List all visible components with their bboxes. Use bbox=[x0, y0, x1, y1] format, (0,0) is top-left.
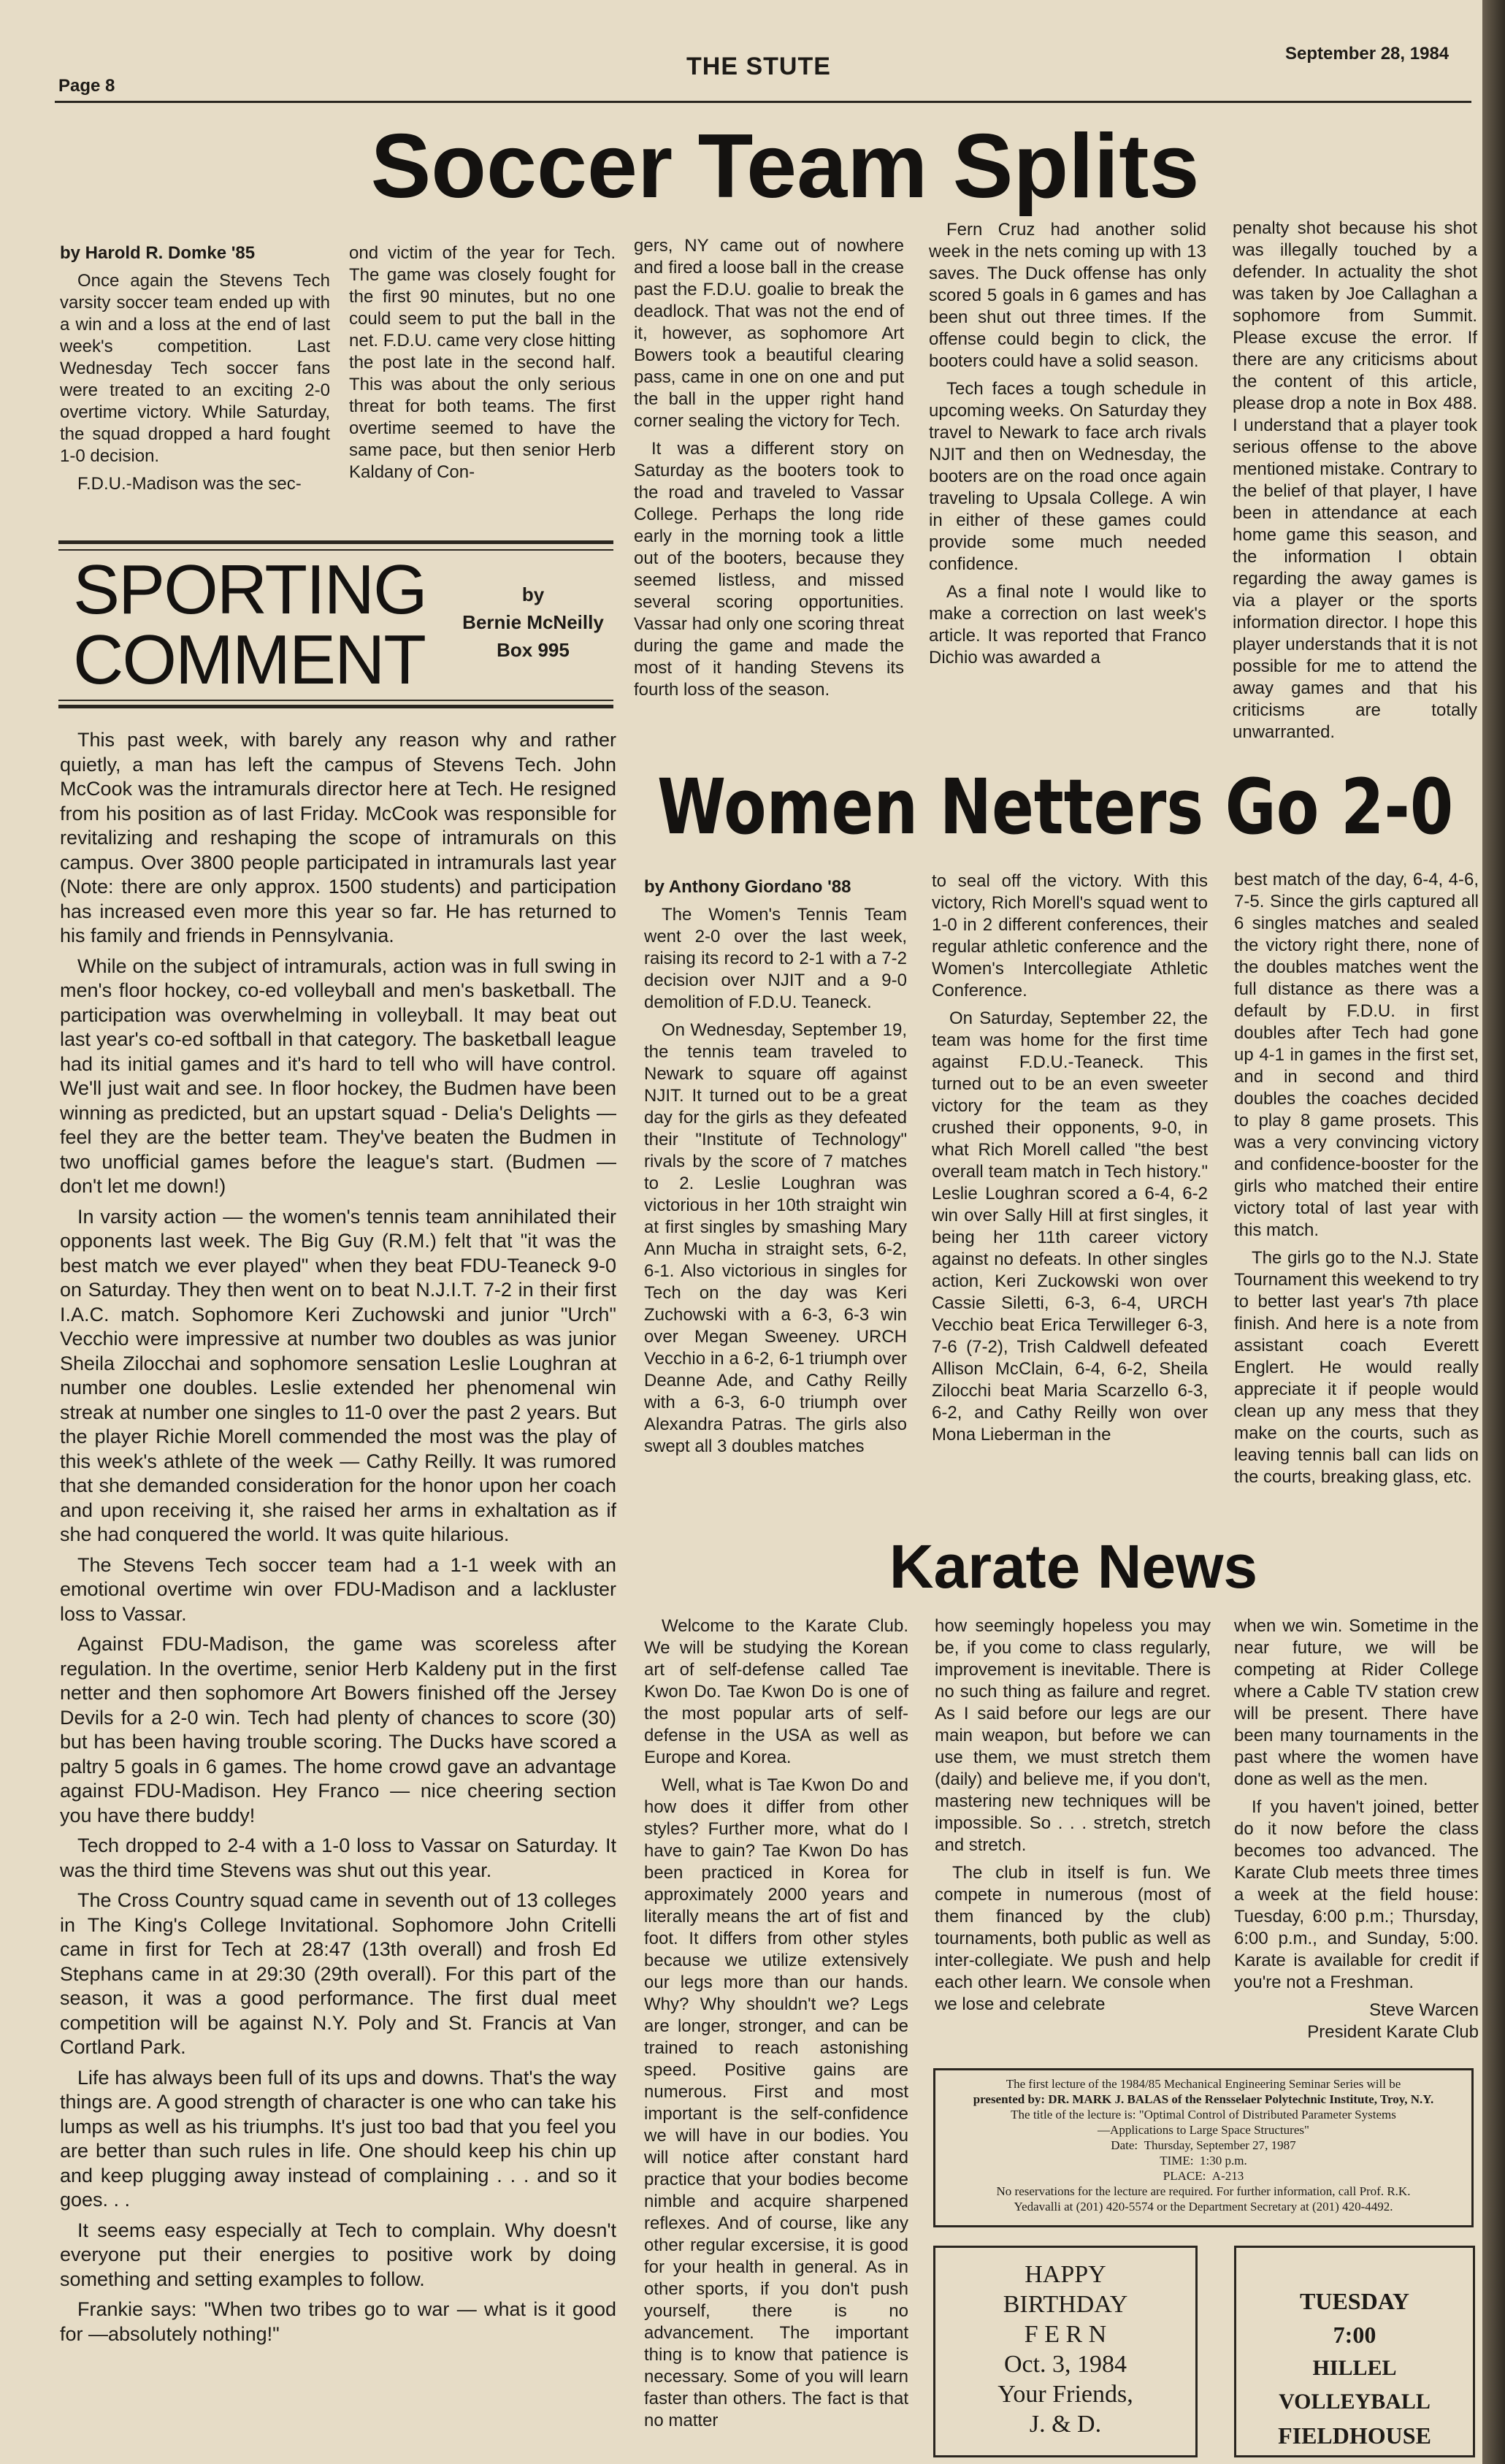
karate-signature-name: Steve Warcen bbox=[1369, 2000, 1479, 2020]
hillel-line: 7:00 bbox=[1333, 2322, 1376, 2348]
soccer-headline: Soccer Team Splits bbox=[370, 116, 1200, 217]
karate-column-3 bbox=[1234, 1615, 1479, 2043]
sporting-paragraph: In varsity action — the women's tennis team annihilated their opponents last week. The Big Guy (R.M.) felt that "it was the best match we ever played" when they beat FDU-Teaneck 9-0 on Saturday. They then went on to beat N.J.I.T. 7-2 in their first I.A.C. match. Sophomore Keri Zuchowski and junior "Urch" Vecchio were impressive at number two doubles as was junior Sheila Zilocchai and sophomore sensation Leslie Loughran at number one doubles. Leslie extended her phenomenal win streak at number one singles to 11-0 over the past 2 years. But the player Richie Morell commended the most was the play of this week's athlete of the week — Cathy Reilly. It was rumored that she demanded consideration for the honor upon her coach and upon receiving it, she raised her arms in exhaltation as if she had conquered the world. It was quite hilarious. bbox=[60, 1205, 616, 1545]
sporting-comment-logo bbox=[73, 551, 453, 699]
lecture-time bbox=[940, 2153, 1467, 2168]
birthday-ad bbox=[933, 2246, 1198, 2457]
lecture-time-label: TIME: bbox=[1160, 2154, 1194, 2168]
women-paragraph: to seal off the victory. With this victory, Rich Morell's squad went to 1-0 in 2 different conferences, their regular athletic conference and the Women's Intercollegiate Athletic Conference. bbox=[932, 871, 1208, 1000]
soccer-column-4 bbox=[929, 219, 1206, 675]
sporting-paragraph: Life has always been full of its ups and downs. That's the way things are. A good strength of character is one who can take his lumps as well as his triumphs. It's just too bad that you feel you are better than such rules in life. One should keep his chin up and keep plugging away instead of complaining . . . and so it goes. . . bbox=[60, 2066, 616, 2211]
lecture-date bbox=[940, 2138, 1467, 2153]
lecture-footer: Yedavalli at (201) 420-5574 or the Department Secretary at (201) 420-4492. bbox=[1014, 2200, 1393, 2214]
soccer-paragraph: As a final note I would like to make a correction on last week's article. It was reported that Franco Dichio was awarded a bbox=[929, 582, 1206, 667]
soccer-column-1 bbox=[60, 242, 330, 501]
hillel-line: HILLEL VOLLEYBALL bbox=[1279, 2356, 1431, 2414]
soccer-paragraph: penalty shot because his shot was illegally touched by a defender. In actuality the shot was taken by Joe Callaghan a sophomore from Summit. Please excuse the error. If there are any criticisms about the content of this article, please drop a note in Box 488. I understand that a player took serious offense to the above mentioned mistake. Contrary to the belief of that player, I have been in attendance at each home game this season, and the information I obtain regarding the away games is via a player or the sports information director. I hope this player understands that it is not possible for me to attend the away games and that his criticisms are totally unwarranted. bbox=[1233, 218, 1477, 742]
sporting-paragraph: Frankie says: "When two tribes go to war — what is it good for —absolutely nothing!" bbox=[60, 2298, 616, 2345]
women-column-2 bbox=[932, 871, 1208, 1452]
birthday-line: F E R N bbox=[1024, 2321, 1107, 2348]
birthday-line: Oct. 3, 1984 bbox=[1003, 2351, 1127, 2378]
sporting-paragraph: Tech dropped to 2-4 with a 1-0 loss to Vassar on Saturday. It was the third time Stevens was shut out this year. bbox=[60, 1834, 616, 1881]
sporting-paragraph: Against FDU-Madison, the game was scoreless after regulation. In the overtime, senior Herb Kaldeny put in the first netter and then sophomore Art Bowers finished off the Jersey Devils for a 2-0 win. Tech had plenty of chances to score (30) but has been having trouble scoring. The Ducks have scored a paltry 5 goals in 6 games. The home crowd gave an advantage against FDU-Madison. Hey Franco — nice cheering section you have there buddy! bbox=[60, 1633, 616, 1826]
sporting-top-rule bbox=[58, 540, 613, 544]
karate-paragraph: when we win. Sometime in the near future, we will be competing at Rider College where a Cable TV station crew will be present. There have been many tournaments in the past where the women have done as well as the men. bbox=[1234, 1616, 1479, 1789]
karate-signature-title: President Karate Club bbox=[1307, 2022, 1479, 2042]
logo-line-1: SPORTING bbox=[73, 551, 426, 629]
women-paragraph: On Saturday, September 22, the team was home for the first time against F.D.U.-Teaneck. This turned out to be an even sweeter victory for the team as they crushed their opponents, 9-0, in what Rich Morell called "the best overall team match in Tech history." Leslie Loughran scored a 6-4, 6-2 win over Sally Hill at first singles, it being her 11th career victory against no defeats. In other singles action, Keri Zuckowski won over Cassie Siletti, 6-3, 6-4, URCH Vecchio beat Erica Terwilleger 6-3, 7-6 (7-2), Trish Caldwell defeated Allison McClain, 6-4, 6-2, Sheila Zilocchi beat Maria Scarzello 6-3, 6-2, and Cathy Reilly won over Mona Lieberman in the bbox=[932, 1009, 1208, 1445]
lecture-notice bbox=[933, 2068, 1474, 2227]
binding-edge bbox=[1482, 0, 1505, 2464]
sporting-author: Bernie McNeilly bbox=[462, 611, 604, 633]
lecture-place-label: PLACE: bbox=[1163, 2169, 1206, 2183]
page-number: Page 8 bbox=[58, 76, 115, 96]
lecture-footer: No reservations for the lecture are required. For further information, call Prof. R.K. bbox=[996, 2184, 1411, 2198]
lecture-line: —Applications to Large Space Structures" bbox=[1098, 2123, 1309, 2137]
women-column-1 bbox=[644, 876, 907, 1464]
karate-paragraph: The club in itself is fun. We compete in numerous (most of them financed by the club) tournaments, both public as well as inter-collegiate. We push and help each other learn. We console when we lose and celebrate bbox=[935, 1863, 1211, 2014]
sporting-box: Box 995 bbox=[497, 639, 570, 661]
soccer-paragraph: Fern Cruz had another solid week in the nets coming up with 13 saves. The Duck offense has only scored 5 goals in 6 games and has been shut out three times. If the offense could begin to click, the booters could have a solid season. bbox=[929, 220, 1206, 371]
lecture-date-value: Thursday, September 27, 1987 bbox=[1144, 2138, 1296, 2152]
lecture-line: The first lecture of the 1984/85 Mechanical Engineering Seminar Series will be bbox=[1006, 2077, 1401, 2091]
birthday-line: BIRTHDAY bbox=[1003, 2291, 1128, 2318]
sporting-paragraph: The Cross Country squad came in seventh out of 13 colleges in The King's College Invitational. Sophomore John Critelli came in first for Tech at 28:47 (13th overall) and frosh Ed Stephans came in at 29:30 (29th overall). For this part of the season, it was a good performance. The first dual meet competition will be against N.Y. Poly and St. Francis at Van Cortland Park. bbox=[60, 1889, 616, 2058]
karate-paragraph: how seemingly hopeless you may be, if you come to class regularly, improvement is inevitable. There is no such thing as failure and regret. As I said before our legs are our main weapon, but before we can use them, we must stretch them (daily) and believe me, if you don't, mastering new techniques will be impossible. So . . . stretch, stretch and stretch. bbox=[935, 1616, 1211, 1855]
women-paragraph: The Women's Tennis Team went 2-0 over the last week, raising its record to 2-1 with a 7-2 decision over NJIT and a 9-0 demolition of F.D.U. Teaneck. bbox=[644, 905, 907, 1012]
sporting-paragraph: It seems easy especially at Tech to complain. Why doesn't everyone put their energies to positive work by doing something and setting examples to follow. bbox=[60, 2219, 616, 2290]
paper-name: THE STUTE bbox=[686, 53, 831, 80]
hillel-line: TUESDAY bbox=[1300, 2288, 1409, 2314]
issue-date: September 28, 1984 bbox=[1285, 44, 1450, 64]
logo-line-2: COMMENT bbox=[73, 621, 425, 699]
soccer-paragraph: Once again the Stevens Tech varsity soccer team ended up with a win and a loss at the end of last week's competition. Last Wednesday Tech soccer fans were treated to an exciting 2-0 overtime victory. While Saturday, the squad dropped a hard fought 1-0 decision. bbox=[60, 271, 330, 466]
soccer-column-3 bbox=[634, 235, 904, 707]
sporting-comment-body bbox=[60, 728, 616, 2352]
birthday-line: Your Friends, bbox=[997, 2381, 1133, 2408]
karate-column-2 bbox=[935, 1615, 1211, 2021]
soccer-column-5 bbox=[1233, 218, 1477, 749]
lecture-line: The title of the lecture is: "Optimal Control of Distributed Parameter Systems bbox=[1011, 2108, 1396, 2121]
soccer-column-2 bbox=[349, 242, 616, 489]
karate-paragraph: Welcome to the Karate Club. We will be studying the Korean art of self-defense called Tae Kwon Do. Tae Kwon Do is one of the most popular arts of self-defense in the USA as well as Europe and Korea. bbox=[644, 1616, 908, 1767]
lecture-time-value: 1:30 p.m. bbox=[1200, 2154, 1247, 2168]
lecture-place-value: A-213 bbox=[1211, 2169, 1244, 2183]
women-paragraph: On Wednesday, September 19, the tennis team traveled to Newark to square off against NJIT. It turned out to be a great day for the girls as they defeated their "Institute of Technology" rivals by the score of 7 matches to 2. Leslie Loughran was victorious in her 10th straight win at first singles by smashing Mary Ann Mucha in straight sets, 6-2, 6-1. Also victorious in singles for Tech on the day was Keri Zuchowski with a 6-3, 6-3 win over Megan Sweeney. URCH Vecchio in a 6-2, 6-1 triumph over Deanne Ade, and Cathy Reilly with a 6-3, 6-0 triumph over Alexandra Patras. The girls also swept all 3 doubles matches bbox=[644, 1020, 907, 1456]
hillel-ad bbox=[1234, 2246, 1475, 2457]
karate-column-1 bbox=[644, 1615, 908, 2438]
birthday-line: HAPPY bbox=[1025, 2261, 1106, 2288]
birthday-line: J. & D. bbox=[1029, 2411, 1102, 2438]
soccer-paragraph: gers, NY came out of nowhere and fired a loose ball in the crease past the F.D.U. goalie to break the deadlock. That was not the end of it, however, as sophomore Art Bowers took a beautiful clearing pass, came in one on one and put the ball in the upper right hand corner sealing the victory for Tech. bbox=[634, 236, 904, 431]
karate-paragraph: Well, what is Tae Kwon Do and how does it differ from other styles? Further more, what do I have to gain? Tae Kwon Do has been practiced in Korea for approximately 2000 years and literally means the art of fist and foot. It differs from other styles because we utilize extensively our legs more than our hands. Why? Why shouldn't we? Legs are longer, stronger, and can be trained to reach astonishing speed. Positive gains are numerous. First and most important is the self-confidence we will have in our bodies. You will notice after constant hard practice that your bodies become nimble and acquire sharpened reflexes. And of course, like any other regular excersise, it is good for your health in general. As in other sports, if you don't push yourself, there is no advancement. The important thing is to know that patience is necessary. Some of you will learn faster than others. The fact is that no matter bbox=[644, 1775, 908, 2430]
sporting-paragraph: While on the subject of intramurals, action was in full swing in men's floor hockey, co-ed volleyball and men's basketball. The participation was overwhelming in volleyball. It may beat out last year's co-ed softball in that category. The basketball league had its initial games and it's hard to tell who will have control. We'll just wait and see. In floor hockey, the Budmen have been winning as predicted, but an upstart squad - Delia's Delights — feel they are the better team. They've beaten the Budmen in two unofficial games before the league's start. (Budmen — don't let me down!) bbox=[60, 954, 616, 1197]
soccer-paragraph: F.D.U.-Madison was the sec- bbox=[77, 474, 302, 494]
sporting-author-block bbox=[445, 581, 621, 664]
masthead-rule bbox=[55, 101, 1471, 103]
sporting-bottom-rule-thin bbox=[58, 700, 613, 701]
soccer-paragraph: ond victim of the year for Tech. The game was closely fought for the first 90 minutes, but no one could seem to put the ball in the net. F.D.U. came very close hitting the post late in the second half. This was about the only serious threat for both teams. The first overtime seemed to have the same pace, but then senior Herb Kaldany of Con- bbox=[349, 243, 616, 482]
soccer-byline: by Harold R. Domke '85 bbox=[60, 243, 256, 263]
karate-headline: Karate News bbox=[889, 1532, 1258, 1601]
hillel-line: FIELDHOUSE bbox=[1278, 2422, 1431, 2449]
soccer-paragraph: It was a different story on Saturday as the booters took to the road and traveled to Vassar College. Perhaps the long ride early in the morning took a little out of the booters, because they seemed listless, and missed several scoring opportunities. Vassar had only one scoring threat during the game and made the most of it handing Stevens its fourth loss of the season. bbox=[634, 439, 904, 700]
lecture-date-label: Date: bbox=[1111, 2138, 1138, 2152]
lecture-place bbox=[940, 2168, 1467, 2184]
women-paragraph: The girls go to the N.J. State Tournament this weekend to try to better last year's 7th place finish. And here is a note from assistant coach Everett Englert. He would really appreciate it if people would clean up any mess that they make on the courts, such as leaving tennis ball can lids on the courts, breaking glass, etc. bbox=[1234, 1248, 1479, 1487]
women-headline: Women Netters Go 2-0 bbox=[657, 762, 1454, 852]
karate-paragraph: If you haven't joined, better do it now before the class becomes too advanced. The Karate Club meets three times a week at the field house: Tuesday, 6:00 p.m.; Thursday, 6:00 p.m., and Sunday, 5:00. Karate is available for credit if you're not a Freshman. bbox=[1234, 1797, 1479, 1992]
sporting-paragraph: The Stevens Tech soccer team had a 1-1 week with an emotional overtime win over FDU-Madison and a lackluster loss to Vassar. bbox=[60, 1553, 616, 1625]
women-paragraph: best match of the day, 6-4, 4-6, 7-5. Since the girls captured all 6 singles matches and sealed the victory right there, none of the doubles matches went the full distance as there was a default by F.D.U. in first doubles after Tech had gone up 4-1 in games in the first set, and in second and third doubles the coaches decided to play 8 game prosets. This was a very convincing victory and confidence-booster for the girls who matched their entire victory total of last year with this match. bbox=[1234, 870, 1479, 1240]
lecture-line: presented by: DR. MARK J. BALAS of the Rensselaer Polytechnic Institute, Troy, N.Y. bbox=[973, 2092, 1434, 2106]
sporting-paragraph: This past week, with barely any reason why and rather quietly, a man has left the campus of Stevens Tech. John McCook was the intramurals director here at Tech. He resigned from his position as of last Friday. McCook was responsible for revitalizing and reshaping the scope of intramurals on this campus. Over 3800 people participated in intramurals last year (Note: there are only approx. 1500 students) and participation has increased even more this year so far. He has returned to his family and friends in Pennsylvania. bbox=[60, 729, 616, 946]
women-column-3 bbox=[1234, 869, 1479, 1494]
women-byline: by Anthony Giordano '88 bbox=[644, 877, 851, 897]
sporting-bottom-rule bbox=[58, 705, 613, 708]
soccer-paragraph: Tech faces a tough schedule in upcoming weeks. On Saturday they travel to Newark to face arch rivals NJIT and then on Wednesday, the booters are on the road once again traveling to Upsala College. A win in either of these games could provide some much needed confidence. bbox=[929, 379, 1206, 574]
sporting-by: by bbox=[521, 584, 545, 605]
